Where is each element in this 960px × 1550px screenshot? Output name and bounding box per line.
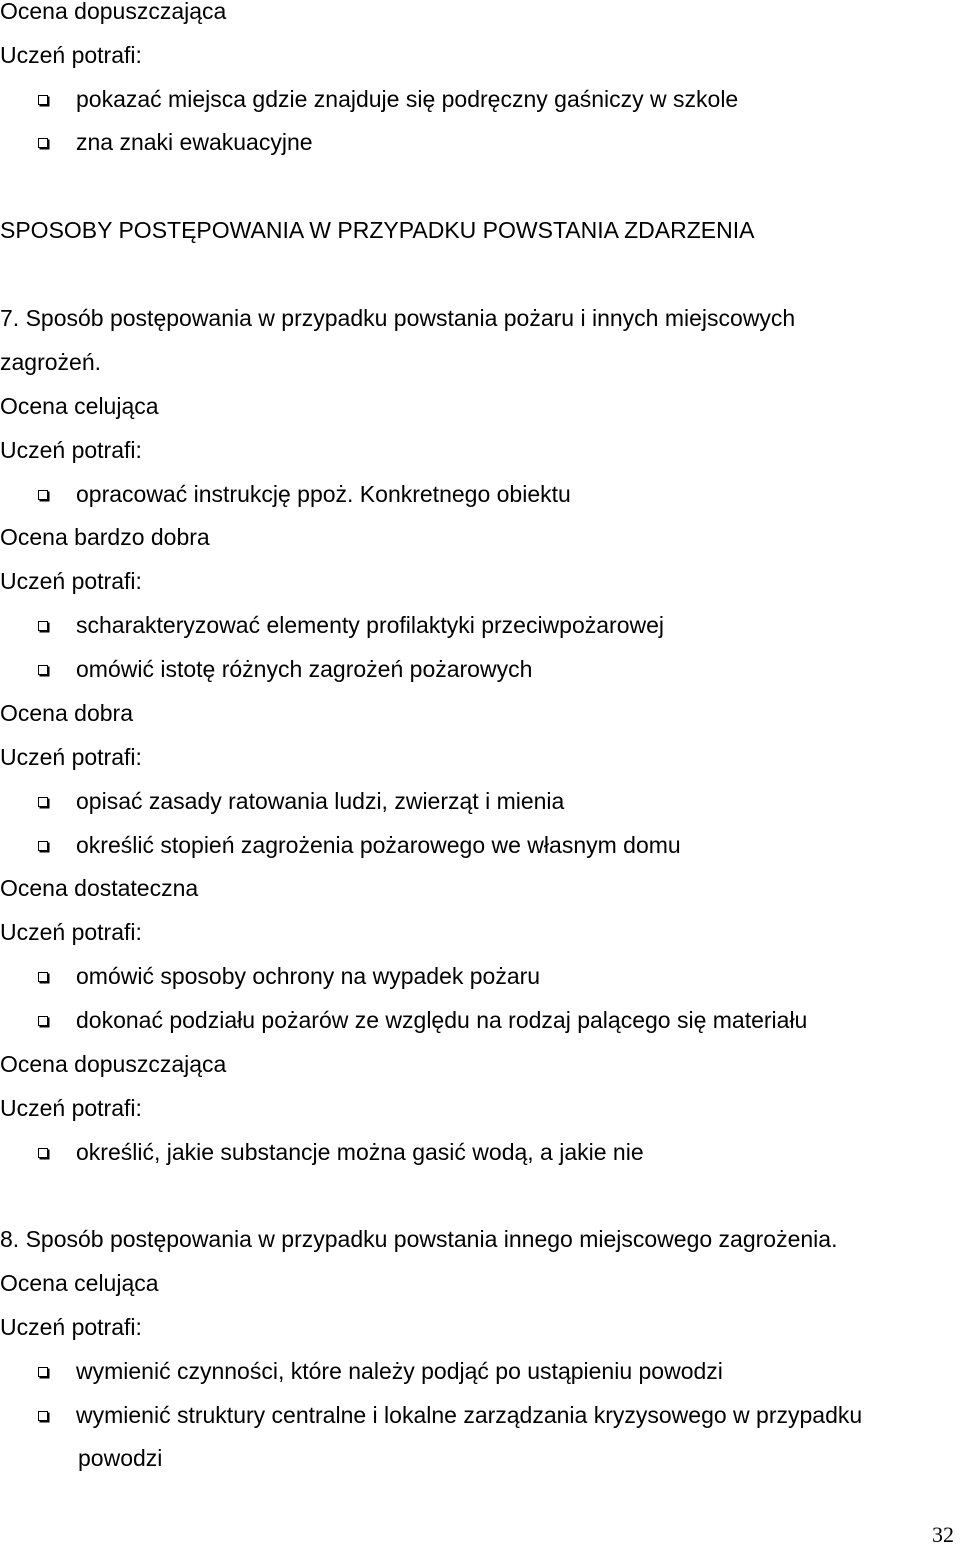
checkbox-icon — [38, 972, 48, 982]
checkbox-icon — [38, 1148, 48, 1158]
list-item-continuation: powodzi — [78, 1445, 163, 1471]
grade-heading: Ocena celująca — [0, 393, 159, 419]
grade-heading: Ocena dobra — [0, 700, 133, 726]
list-item: opisać zasady ratowania ludzi, zwierząt i mienia — [38, 786, 564, 816]
grade-heading: Ocena bardzo dobra — [0, 524, 210, 550]
section-heading: SPOSOBY POSTĘPOWANIA W PRZYPADKU POWSTANIA ZDARZENIA — [0, 217, 755, 243]
topic-heading-cont: zagrożeń. — [0, 349, 102, 375]
list-item: dokonać podziału pożarów ze względu na rodzaj palącego się materiału — [38, 1005, 807, 1035]
checkbox-icon — [38, 665, 48, 675]
grade-heading: Ocena dopuszczająca — [0, 0, 227, 24]
checkbox-icon — [38, 1367, 48, 1377]
grade-heading: Ocena dostateczna — [0, 875, 199, 901]
list-item: wymienić struktury centralne i lokalne zarządzania kryzysowego w przypadku — [38, 1400, 862, 1430]
student-can-label: Uczeń potrafi: — [0, 42, 142, 68]
checkbox-icon — [38, 138, 48, 148]
list-item: określić, jakie substancje można gasić wodą, a jakie nie — [38, 1137, 644, 1167]
topic-heading: 7. Sposób postępowania w przypadku powstania pożaru i innych miejscowych — [0, 305, 796, 331]
student-can-label: Uczeń potrafi: — [0, 437, 142, 463]
student-can-label: Uczeń potrafi: — [0, 1314, 142, 1340]
checkbox-icon — [38, 490, 48, 500]
list-item: wymienić czynności, które należy podjąć po ustąpieniu powodzi — [38, 1356, 723, 1386]
student-can-label: Uczeń potrafi: — [0, 744, 142, 770]
checkbox-icon — [38, 1411, 48, 1421]
checkbox-icon — [38, 1016, 48, 1026]
checkbox-icon — [38, 621, 48, 631]
student-can-label: Uczeń potrafi: — [0, 919, 142, 945]
list-item: omówić istotę różnych zagrożeń pożarowych — [38, 654, 532, 684]
list-item: omówić sposoby ochrony na wypadek pożaru — [38, 961, 540, 991]
list-item: zna znaki ewakuacyjne — [38, 127, 313, 157]
grade-heading: Ocena dopuszczająca — [0, 1051, 227, 1077]
student-can-label: Uczeń potrafi: — [0, 568, 142, 594]
list-item: scharakteryzować elementy profilaktyki przeciwpożarowej — [38, 610, 664, 640]
topic-heading: 8. Sposób postępowania w przypadku powstania innego miejscowego zagrożenia. — [0, 1226, 838, 1252]
list-item: opracować instrukcję ppoż. Konkretnego obiektu — [38, 479, 571, 509]
student-can-label: Uczeń potrafi: — [0, 1095, 142, 1121]
list-item: określić stopień zagrożenia pożarowego we własnym domu — [38, 830, 681, 860]
checkbox-icon — [38, 841, 48, 851]
checkbox-icon — [38, 95, 48, 105]
checkbox-icon — [38, 797, 48, 807]
page-number: 32 — [932, 1522, 954, 1547]
list-item: pokazać miejsca gdzie znajduje się podręczny gaśniczy w szkole — [38, 84, 738, 114]
grade-heading: Ocena celująca — [0, 1270, 159, 1296]
